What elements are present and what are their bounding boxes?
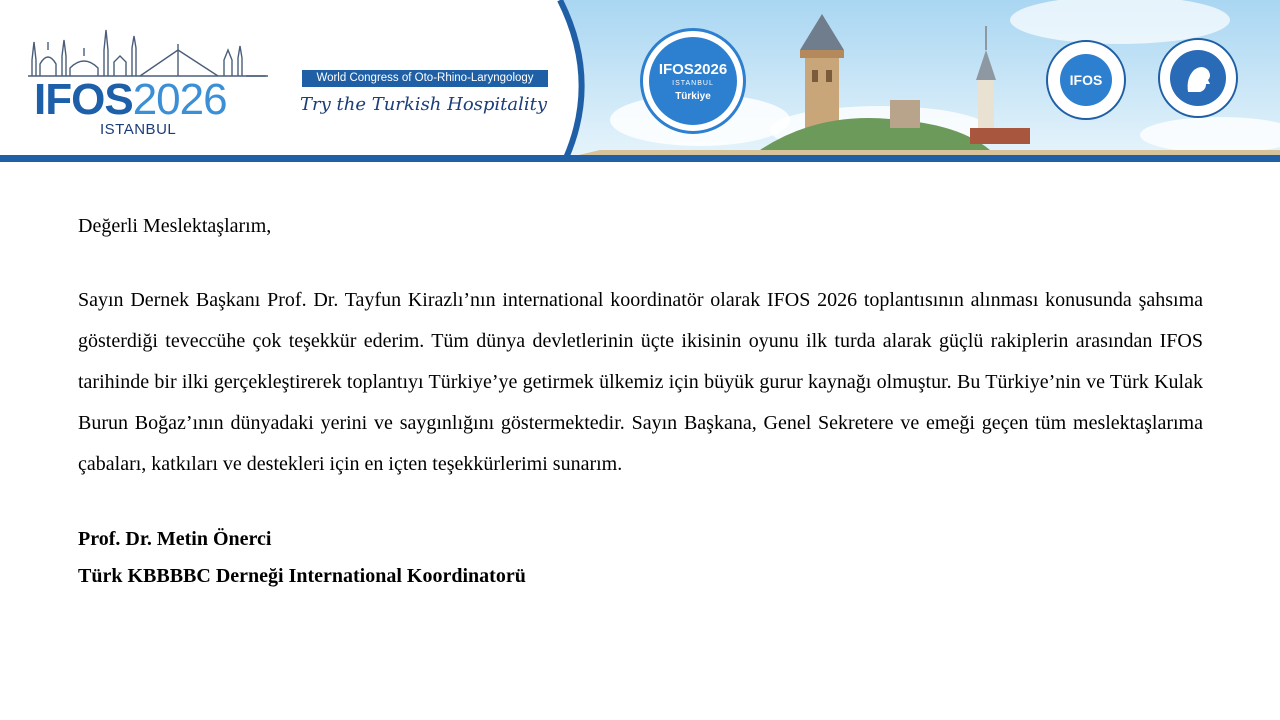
signature-title: Türk KBBBBC Derneği International Koordinatorü: [78, 565, 526, 587]
tagline: Try the Turkish Hospitality: [300, 94, 548, 115]
letter-salutation: Değerli Meslektaşlarım,: [78, 215, 272, 237]
signature-name: Prof. Dr. Metin Önerci: [78, 528, 272, 550]
header-banner: [0, 0, 1280, 162]
ifos-federation-logo: [1046, 40, 1126, 120]
ifos-wordmark: IFOS2026: [34, 75, 227, 124]
letter: [78, 212, 1203, 595]
letter-body: Sayın Dernek Başkanı Prof. Dr. Tayfun Kirazlı’nın international koordinatör olarak IFOS 2026 toplantısının alınması konusunda şahsıma gösterdiği teveccühe çok teşekkür ederim. Tüm dünya devletlerinin üçte ikisinin oyunu ilk turda alarak güçlü rakiplerin arasından IFOS tarihinde bir ilki gerçekleştirerek toplantıyı Türkiye’ye getirmek ülkemiz için büyük gurur kaynağı olmuştur. Bu Türkiye’nin ve Türk Kulak Burun Boğaz’ının dünyadaki yerini ve saygınlığını göstermektedir. Sayın Başkana, Genel Sekretere ve emeği geçen tüm meslektaşlarıma çabaları, katkıları ve destekleri için en içten teşekkürlerimi sunarım.: [78, 289, 1203, 475]
badge-title: IFOS2026: [658, 60, 728, 78]
letter-signature: [78, 521, 1203, 595]
congress-title: World Congress of Oto-Rhino-Laryngology: [302, 70, 548, 87]
logo-city: ISTANBUL: [100, 121, 177, 138]
turkish-ent-society-logo: [1158, 38, 1238, 118]
badge-city: ISTANBUL: [672, 79, 714, 87]
ifos2026-seal-badge: [640, 28, 746, 134]
head-profile-icon: [1180, 60, 1216, 96]
badge-country: Türkiye: [675, 90, 711, 102]
ifos-federation-logo-text: IFOS: [1060, 54, 1112, 106]
